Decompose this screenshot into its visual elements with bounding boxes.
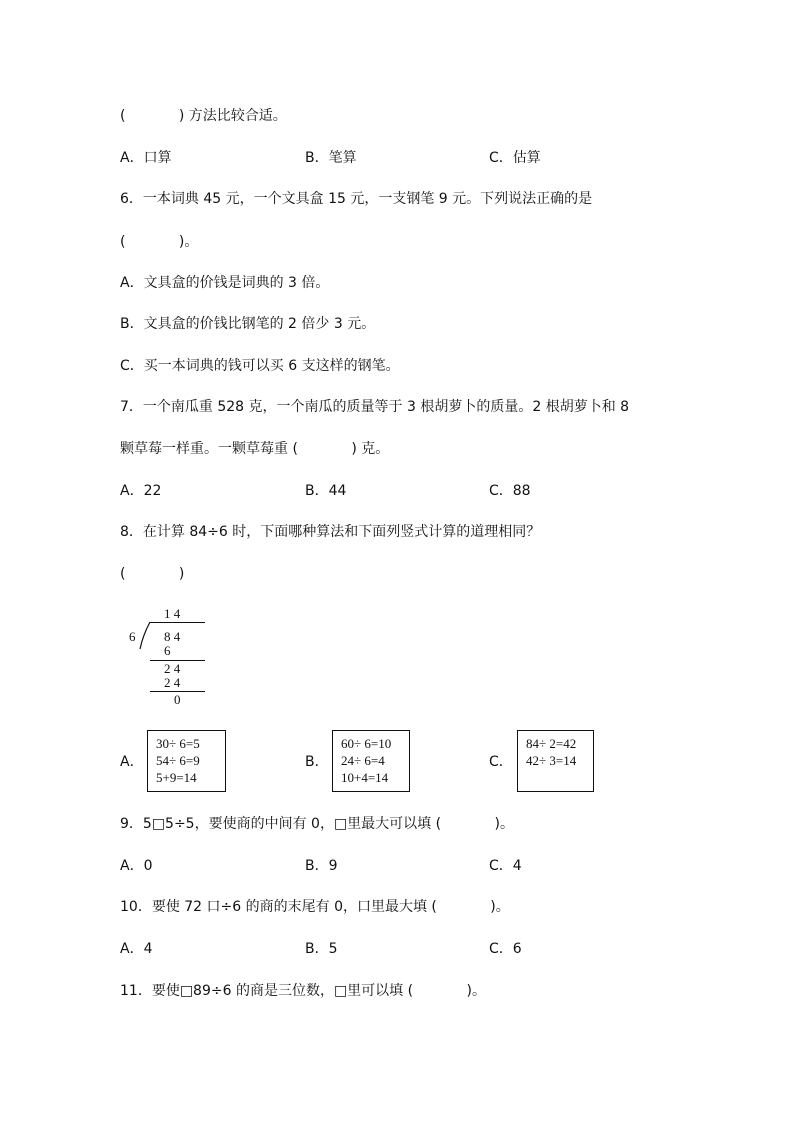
- box-a-line-3: 5+9=14: [156, 770, 197, 785]
- ld-dividend: 8 4: [164, 629, 181, 644]
- q6-stem: 6．一本词典 45 元，一个文具盒 15 元，一支钢笔 9 元。下列说法正确的是: [120, 191, 593, 207]
- q11-stem: 11．要使□89÷6 的商是三位数，□里可以填 ( )。: [120, 983, 486, 999]
- q7-option-a: A．22: [120, 483, 162, 499]
- q10-option-b: B．5: [305, 941, 338, 957]
- q8-box-c: [517, 730, 594, 792]
- q6-option-b: B．文具盒的价钱比钢笔的 2 倍少 3 元。: [120, 316, 376, 332]
- q7-option-c: C．88: [489, 483, 531, 499]
- q7-stem: 7．一个南瓜重 528 克，一个南瓜的质量等于 3 根胡萝卜的质量。2 根胡萝卜和 8: [120, 399, 630, 415]
- ld-step2: 2 4: [164, 661, 181, 676]
- q10-option-c: C．6: [489, 941, 522, 957]
- long-division: [120, 600, 220, 710]
- q9-option-c: C．4: [489, 858, 522, 874]
- q7-option-b: B．44: [305, 483, 347, 499]
- q9-stem: 9．5□5÷5，要使商的中间有 0，□里最大可以填 ( )。: [120, 816, 514, 832]
- box-b-line-1: 60÷ 6=10: [341, 736, 392, 751]
- ld-remainder: 0: [174, 692, 181, 707]
- q8-paren: ( ): [120, 566, 185, 582]
- box-c-line-1: 84÷ 2=42: [526, 736, 577, 751]
- q6-paren: ( )。: [120, 234, 199, 250]
- q8-stem: 8．在计算 84÷6 时，下面哪种算法和下面列竖式计算的道理相同？: [120, 524, 541, 540]
- q6-option-c: C．买一本词典的钱可以买 6 支这样的钢笔。: [120, 358, 400, 374]
- box-a-line-1: 30÷ 6=5: [156, 736, 200, 751]
- q8-box-b: [332, 730, 410, 792]
- q9-option-a: A．0: [120, 858, 153, 874]
- ld-quotient: 1 4: [164, 606, 181, 621]
- ld-vinculum: [150, 622, 205, 623]
- q10-option-a: A．4: [120, 941, 153, 957]
- ld-divisor: 6: [129, 629, 136, 644]
- q5-option-b: B．笔算: [305, 150, 357, 166]
- q10-stem: 10．要使 72 口÷6 的商的末尾有 0，口里最大填 ( )。: [120, 899, 510, 915]
- q5-option-c: C．估算: [489, 150, 541, 166]
- ld-bracket: [138, 621, 152, 651]
- q8-option-c-label: C．: [489, 754, 513, 770]
- box-a-line-2: 54÷ 6=9: [156, 753, 200, 768]
- box-b-line-2: 24÷ 6=4: [341, 753, 385, 768]
- q9-option-b: B．9: [305, 858, 338, 874]
- q7-stem-2: 颗草莓一样重。一颗草莓重 ( ) 克。: [120, 441, 390, 457]
- q5-paren-line: ( ) 方法比较合适。: [120, 108, 287, 124]
- box-b-line-3: 10+4=14: [341, 770, 389, 785]
- q8-box-a: [147, 730, 226, 792]
- q5-option-a: A．口算: [120, 150, 172, 166]
- ld-step1: 6: [164, 643, 171, 658]
- q8-option-a-label: A．: [120, 754, 144, 770]
- box-c-line-2: 42÷ 3=14: [526, 753, 577, 768]
- q8-option-b-label: B．: [305, 754, 329, 770]
- q6-option-a: A．文具盒的价钱是词典的 3 倍。: [120, 275, 330, 291]
- ld-step3: 2 4: [164, 675, 181, 690]
